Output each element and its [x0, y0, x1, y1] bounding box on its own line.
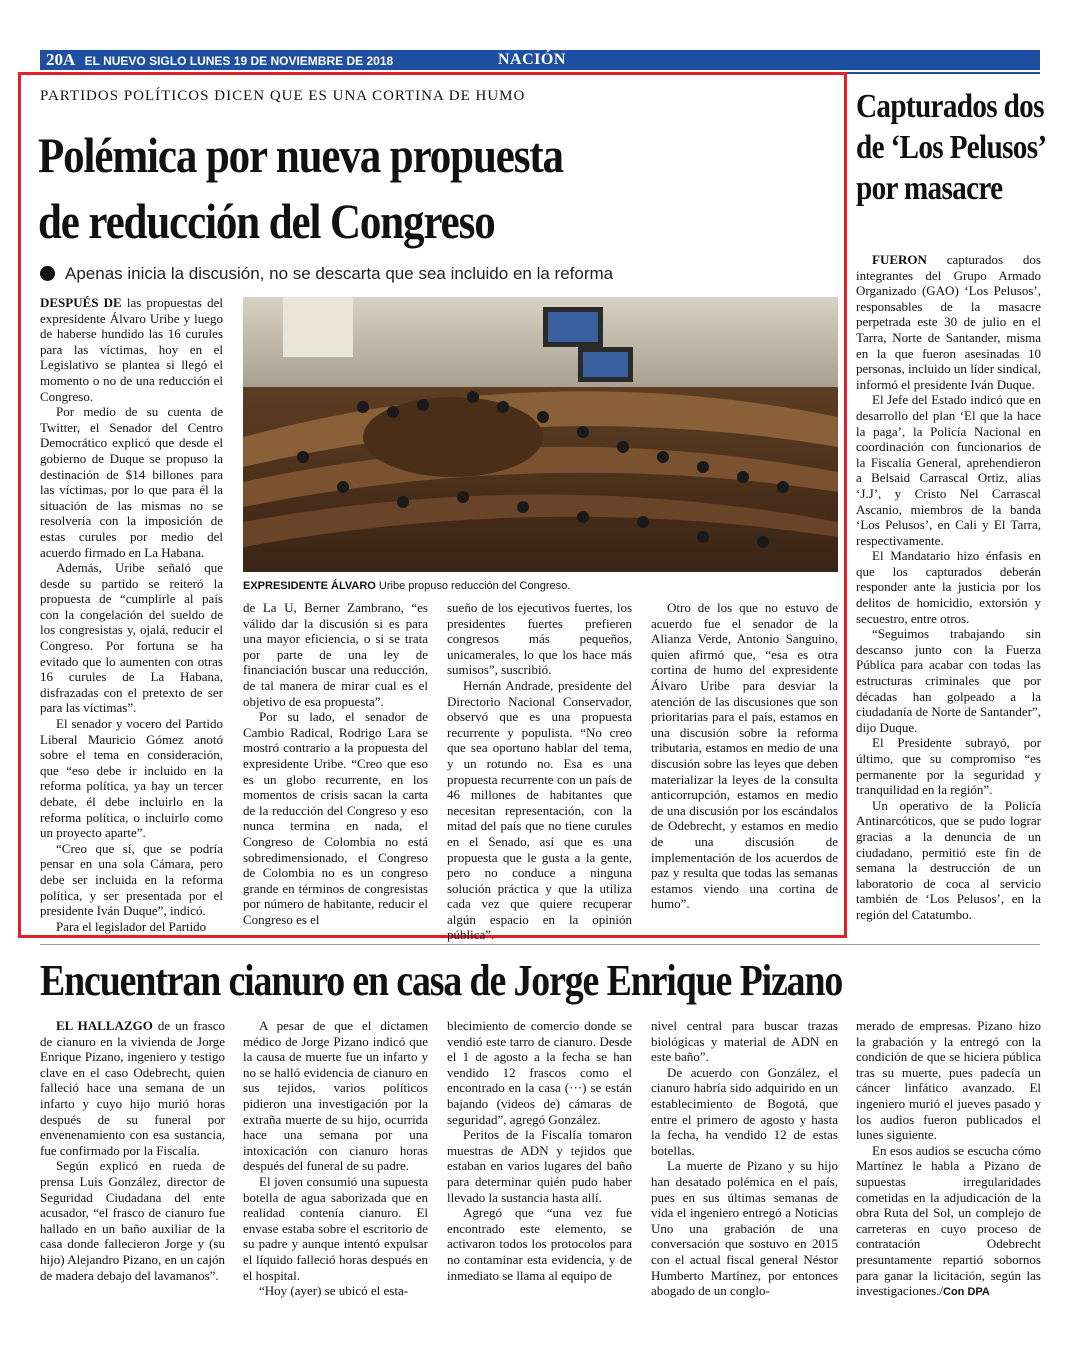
- paragraph: De acuerdo con González, el cianuro habría sido adquirido en un establecimiento de Bogotá, que entre el primero de agosto y hasta la fecha, ha vendido 12 de estas botellas.: [651, 1064, 838, 1158]
- paragraph: Además, Uribe señaló que desde su partido se reiteró la propuesta de “cumplirle al país con la congelación del sueldo de los congresistas y, ojalá, reducir el Congreso. Por fortuna se ha evitado que lo aumenten con otras 16 curules de La Habana, disfrazadas con el pretexto de ser para las víctimas”.: [40, 560, 223, 716]
- main-col-4: [651, 600, 838, 925]
- sidebar-text: [856, 252, 1041, 928]
- lead-word: FUERON: [872, 252, 927, 267]
- paragraph: El Presidente subrayó, por último, que su compromiso “es permanente por la seguridad y tranquilidad en la región”.: [856, 735, 1041, 798]
- headline-line2: de reducción del Congreso: [38, 193, 495, 249]
- paragraph: Por medio de su cuenta de Twitter, el Senador del Centro Democrático explicó que desde el gobierno de Duque se propuso la destinación de $14 billones para las víctimas, por lo que para él la situación de las mismas no se resolvería con la imposición de estas curules por medio del acuerdo firmado en La Habana.: [40, 404, 223, 560]
- paragraph: blecimiento de comercio donde se vendió este tarro de cianuro. Desde el 1 de agosto a la fecha se han vendido 12 frascos como el encontrado en la casa (···) se están bajando (videos de) cámaras de seguridad”, agregó González.: [447, 1018, 632, 1127]
- paragraph: “Hoy (ayer) se ubicó el esta-: [259, 1283, 409, 1299]
- paragraph: merado de empresas. Pizano hizo la grabación y la entregó con la condición de que se hiciera pública tras su muerte, pues padecía un cáncer linfático avanzado. El ingeniero murió el jueves pasado y los audios fueron publicados el lunes siguiente.: [856, 1018, 1041, 1143]
- paragraph: “Seguimos trabajando sin descanso junto con la Fuerza Pública para acabar con todas las estructuras criminales que por décadas han golpeado a la ciudadanía de Norte de Santander”, dijo Duque.: [856, 626, 1041, 735]
- paragraph: A pesar de que el dictamen médico de Jorge Pizano indicó que la causa de muerte fue un infarto y no se halló evidencia de cianuro en sus tejidos, varios políticos pidieron una investigación por la extraña muerte de su hijo, ocurrida hace una semana por una intoxicación con cianuro horas después del funeral de su padre.: [243, 1018, 428, 1174]
- paragraph: El Jefe del Estado indicó que en desarrollo del plan ‘El que la hace la paga’, la Policía Nacional en coordinación con funcionarios de la Fiscalía General, aprehendieron a Belsaid Carrascal Ortiz, alias ‘J.J’, y Cristo Nel Carrascal Ascanio, miembros de la banda ‘Los Pelusos’, en Cali y El Tarra, respectivamente.: [856, 392, 1041, 548]
- paragraph: sueño de los ejecutivos fuertes, los presidentes fuertes prefieren congresos más pequeños, unicamerales, lo que los hace más sumisos”, suscribió.: [447, 600, 632, 678]
- paragraph: El Mandatario hizo énfasis en que los capturados deberán responder ante la justicia por los delitos de homicidio, extorsión y secuestro, entre otros.: [856, 548, 1041, 626]
- paragraph: “Creo que sí, que se podría pensar en una sola Cámara, pero debe ser incluida en la reforma política, y ser presentada por el presidente Iván Duque”, indicó.: [40, 840, 223, 919]
- page-number: 20A: [46, 50, 76, 69]
- bottom-col-3: [447, 1018, 632, 1318]
- paragraph: Hernán Andrade, presidente del Directorio Nacional Conservador, observó que es una propuesta recurrente y populista. “No creo que sea oportuno hablar del tema, y un rotundo no. Esa es una propuesta recurrente con un país de 46 millones de habitantes que necesitan representación, con la mitad del país que no tiene curules en el Senado, así que es una propuesta que le gusta a la gente, pero no conduce a ninguna solución práctica y que la utiliza cada vez que quiere recuperar algún espacio en la opinión pública”.: [447, 677, 632, 943]
- paragraph: La muerte de Pizano y su hijo han desatado polémica en el país, pues en sus últimas semanas de vida el ingeniero entregó a Noticias Uno una grabación de una conversación que sostuvo en 2015 con el actual fiscal general Néstor Humberto Martínez, por entonces abogado de un conglo-: [651, 1158, 838, 1299]
- credit: Con DPA: [943, 1286, 990, 1299]
- paragraph: Peritos de la Fiscalía tomaron muestras de ADN y tejidos que estaban en varios lugares del baño para determinar quién pudo haber llevado la sustancia hasta allí.: [447, 1127, 632, 1205]
- paragraph: El joven consumió una supuesta botella de agua saborizada que en realidad contenía cianuro. El envase estaba sobre el escritorio de su padre y aunque intentó expulsar el líquido falleció horas después en el hospital.: [243, 1173, 428, 1283]
- main-col-3: [447, 600, 632, 943]
- main-col-1: [40, 295, 223, 934]
- bottom-headline: Encuentran cianuro en casa de Jorge Enrique Pizano: [40, 956, 843, 1005]
- bottom-col-4: [651, 1018, 838, 1318]
- photo-caption: [243, 580, 838, 592]
- publication-date: LUNES 19 DE NOVIEMBRE DE 2018: [189, 54, 394, 68]
- paragraph: Agregó que “una vez fue encontrado este elemento, se activaron todos los protocolos para no contaminar esta evidencia, y de inmediato se llama al equipo de: [447, 1205, 632, 1283]
- paragraph: las propuestas del expresidente Álvaro Uribe y luego de haberse hundido las 16 curules para las víctimas, hoy en el Legislativo se plantea si llegó el momento o no de una reducción el Congreso.: [40, 295, 223, 404]
- publication-name: EL NUEVO SIGLO: [84, 54, 187, 68]
- caption-label: EXPRESIDENTE ÁLVARO: [243, 580, 376, 592]
- paragraph: El senador y vocero del Partido Liberal Mauricio Gómez anotó sobre el tema en consideración, que “eso debe ir incluido en la reforma política, ya hay un tercer debate, él debe incluirlo en la reforma política, o incluirlo como un proyecto aparte”.: [40, 716, 223, 841]
- paragraph: capturados dos integrantes del Grupo Armado Organizado (GAO) ‘Los Pelusos’, responsables de la masacre perpetrada este 30 de julio en el Tarra, Norte de Santander, misma en la que fueron asesinadas 10 personas, incluido un líder sindical, informó el presidente Iván Duque.: [856, 252, 1041, 392]
- headline-line1: Polémica por nueva propuesta: [38, 127, 563, 183]
- paragraph: de La U, Berner Zambrano, “es válido dar la discusión si es para una mayor eficiencia, o si se trata por parte de una ley de financiación buscar una reducción, de tal manera de mirar cual es el objetivo de esa propuesta”.: [243, 600, 428, 709]
- section-name: NACIÓN: [498, 51, 566, 68]
- paragraph: de un frasco de cianuro en la vivienda de Jorge Enrique Pizano, ingeniero y testigo clave en el caso Odebrecht, quien falleció hace una semana de un infarto y cuyo hijo murió horas después de su funeral por envenenamiento con esa sustancia, fue confirmado por la Fiscalía.: [40, 1018, 226, 1158]
- lead-word: DESPUÉS DE: [40, 295, 122, 310]
- bottom-col-2: [243, 1018, 428, 1318]
- paragraph: nivel central para buscar trazas biológicas y material de ADN en este baño”.: [651, 1018, 838, 1065]
- bullet-icon: [40, 266, 55, 281]
- sidebar-headline: Capturados dos de ‘Los Pelusos’ por masacre: [856, 88, 1045, 207]
- congress-chamber-image: [243, 297, 838, 572]
- bottom-col-5: [856, 1018, 1041, 1318]
- masthead: [40, 50, 1040, 74]
- bottom-col-1: [40, 1018, 225, 1318]
- congress-photo: [243, 297, 838, 572]
- paragraph: Según explicó en rueda de prensa Luis González, director de Seguridad Ciudadana del ente acusador, “el frasco de cianuro fue hallado en un baño auxiliar de la casa donde fallecieron Jorge y (su hijo) Alejandro Pizano, en un cajón de madera debajo del lavamanos”.: [40, 1158, 225, 1283]
- masthead-info: [40, 50, 399, 70]
- paragraph: Por su lado, el senador de Cambio Radical, Rodrigo Lara se mostró contrario a la propuesta del expresidente Uribe. “Creo que eso es un globo recurrente, en los momentos de crisis sacan la carta de la reducción del Congreso y eso nunca termina en nada, el Congreso de Colombia no está sobredimensionado, el Congreso de Colombia no es un congreso grande en términos de congresistas por número de habitante, reducir el Congreso es el: [243, 709, 428, 927]
- paragraph-text: En esos audios se escucha cómo Martínez le habla a Pizano de supuestas irregularidades cometidas en la adjudicación de la obra Ruta del Sol, un complejo de carreteras en cuyo proceso de contratación Odebrecht presuntamente repartió sobornos para ganar la licitación, según las investigaciones./: [856, 1142, 1041, 1299]
- paragraph: Un operativo de la Policía Antinarcóticos, que se pudo lograr gracias a la denuncia de un ciudadano, permitió este fin de semana la destrucción de un laboratorio de coca al servicio también de ‘Los Pelusos’, en la región del Catatumbo.: [856, 797, 1041, 922]
- main-col-2: [243, 600, 428, 925]
- paragraph: Otro de los que no estuvo de acuerdo fue el senador de la Alianza Verde, Antonio Sanguino, quien afirmó que, “esa es otra cortina de humo del expresidente Álvaro Uribe para desviar la atención de las discusiones que son prioritarias para el país, estamos en una discusión sobre la reforma tributaria, estamos en medio de una discusión sobre las leyes que deben materializar la leyes de la consulta anticorrupción, estamos en medio de una discusión por los escándalos de Odebrecht, y estamos en medio de una discusión de implementación de los acuerdos de paz y resulta que todas las semanas estamos viendo una cortina de humo”.: [651, 600, 838, 912]
- lead-word: EL HALLAZGO: [56, 1018, 153, 1033]
- kicker: PARTIDOS POLÍTICOS DICEN QUE ES UNA CORTINA DE HUMO: [40, 88, 526, 104]
- subhead-text: Apenas inicia la discusión, no se descarta que sea incluido en la reforma: [65, 264, 614, 283]
- paragraph: [856, 1143, 1041, 1301]
- paragraph: Para el legislador del Partido: [56, 918, 207, 934]
- subhead: [40, 264, 613, 284]
- section-divider: [40, 944, 1040, 945]
- caption-text: Uribe propuso reducción del Congreso.: [375, 580, 571, 592]
